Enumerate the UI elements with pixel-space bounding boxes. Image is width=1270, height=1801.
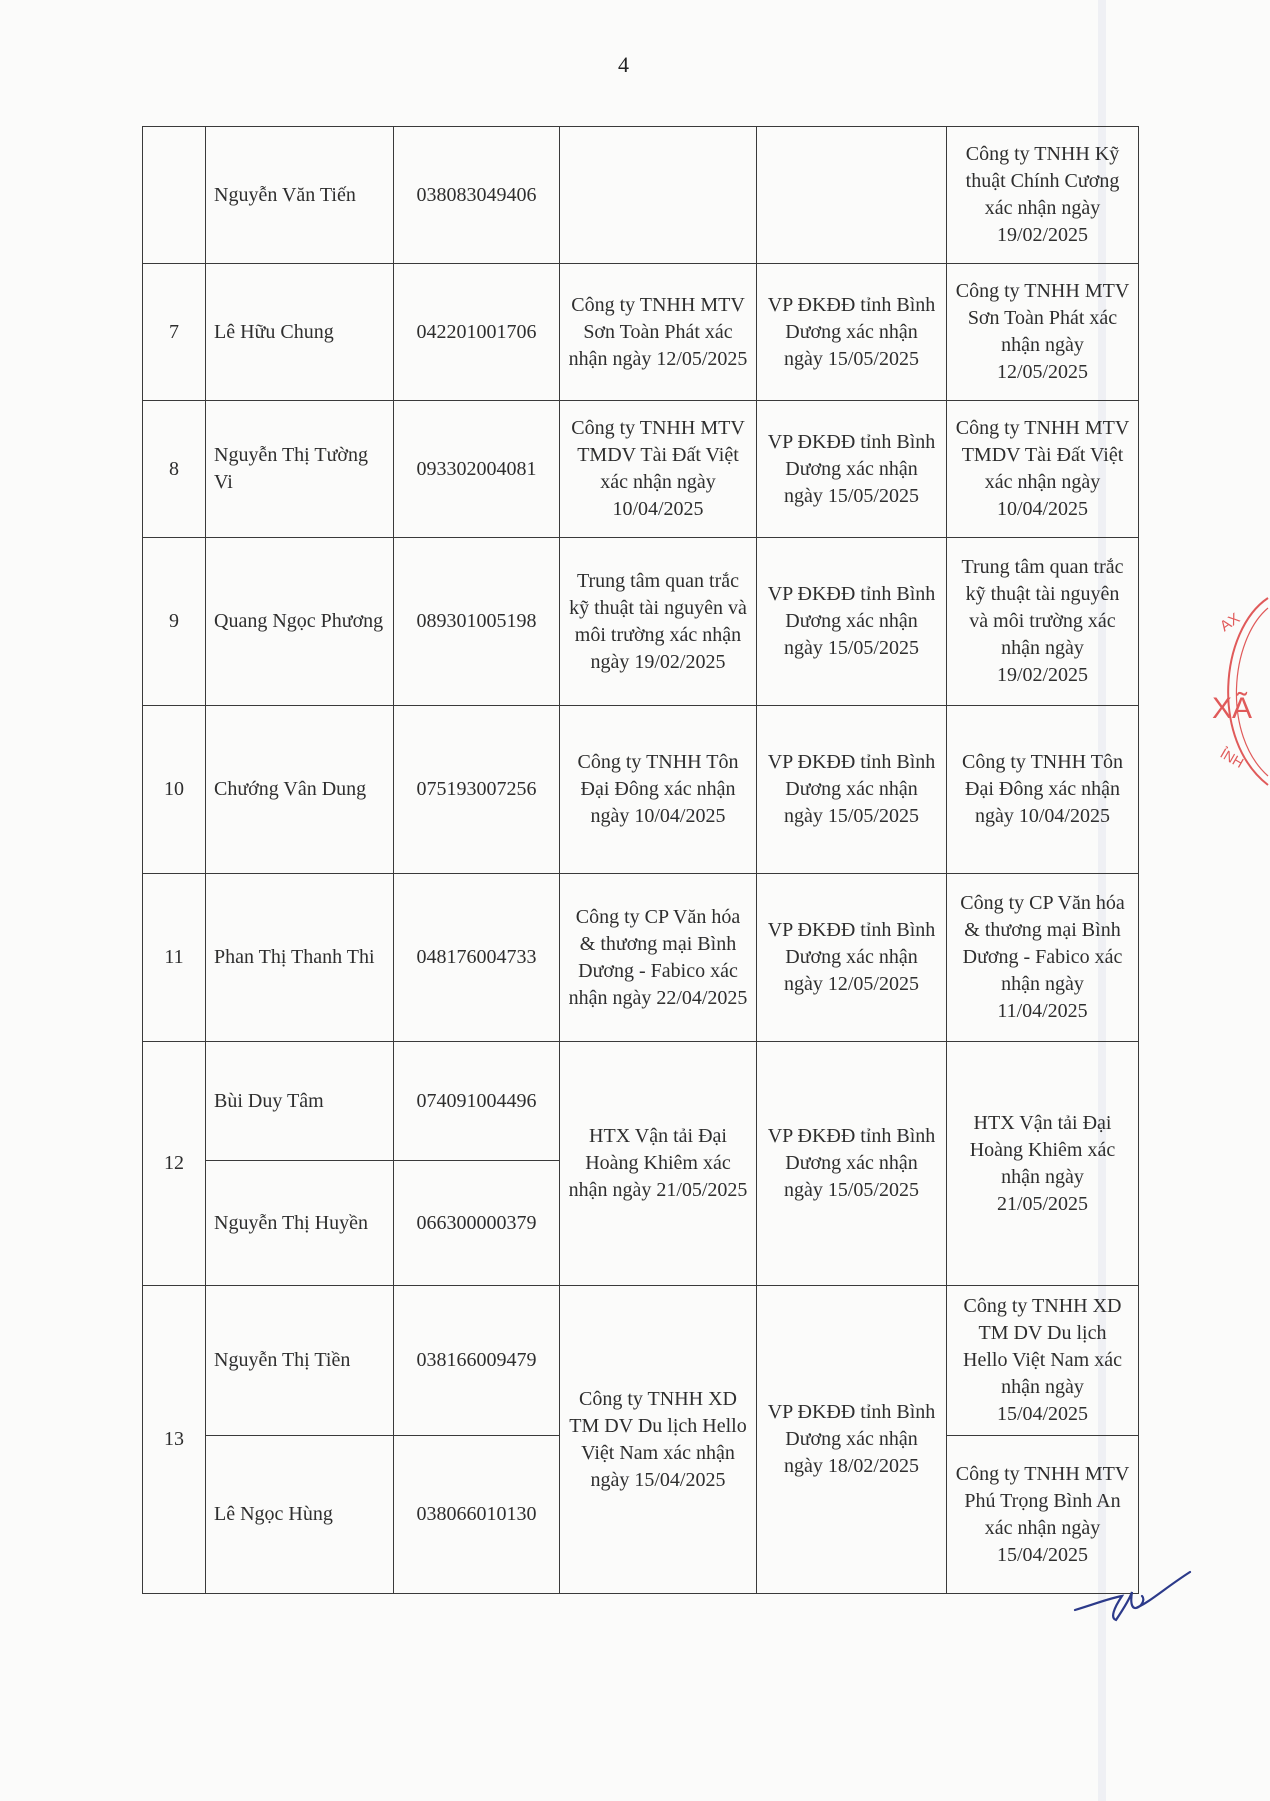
registration-office-confirmation: VP ĐKĐĐ tỉnh Bình Dương xác nhận ngày 15/05/2025 (757, 401, 947, 538)
signature-icon (1070, 1568, 1200, 1638)
person-name: Lê Ngọc Hùng (206, 1436, 394, 1594)
stamp-text-bottom: ỈNH (1217, 745, 1247, 771)
row-number: 7 (143, 264, 206, 401)
registration-office-confirmation: VP ĐKĐĐ tỉnh Bình Dương xác nhận ngày 15/05/2025 (757, 264, 947, 401)
id-number: 066300000379 (394, 1161, 560, 1286)
confirmation-table (142, 126, 1139, 1594)
person-name: Nguyễn Thị Huyền (206, 1161, 394, 1286)
registration-office-confirmation: VP ĐKĐĐ tỉnh Bình Dương xác nhận ngày 12/05/2025 (757, 874, 947, 1042)
row-number: 11 (143, 874, 206, 1042)
table-row (143, 706, 1139, 874)
employer-confirmation: Công ty TNHH MTV Sơn Toàn Phát xác nhận ngày 12/05/2025 (947, 264, 1139, 401)
confirmation-org (560, 127, 757, 264)
employer-confirmation: Công ty TNHH MTV TMDV Tài Đất Việt xác nhận ngày 10/04/2025 (947, 401, 1139, 538)
confirmation-org: Công ty CP Văn hóa & thương mại Bình Dương - Fabico xác nhận ngày 22/04/2025 (560, 874, 757, 1042)
registration-office-confirmation: VP ĐKĐĐ tỉnh Bình Dương xác nhận ngày 18/02/2025 (757, 1286, 947, 1594)
person-name: Nguyễn Thị Tiền (206, 1286, 394, 1436)
confirmation-org: Công ty TNHH MTV TMDV Tài Đất Việt xác nhận ngày 10/04/2025 (560, 401, 757, 538)
confirmation-org: Công ty TNHH Tôn Đại Đông xác nhận ngày 10/04/2025 (560, 706, 757, 874)
table-row (143, 401, 1139, 538)
person-name: Quang Ngọc Phương (206, 538, 394, 706)
employer-confirmation: Công ty TNHH Kỹ thuật Chính Cương xác nhận ngày 19/02/2025 (947, 127, 1139, 264)
stamp-text-top: AX (1216, 609, 1244, 636)
row-number: 8 (143, 401, 206, 538)
registration-office-confirmation: VP ĐKĐĐ tỉnh Bình Dương xác nhận ngày 15/05/2025 (757, 1042, 947, 1286)
employer-confirmation: HTX Vận tải Đại Hoàng Khiêm xác nhận ngày 21/05/2025 (947, 1042, 1139, 1286)
id-number: 038166009479 (394, 1286, 560, 1436)
confirmation-org: Trung tâm quan trắc kỹ thuật tài nguyên và môi trường xác nhận ngày 19/02/2025 (560, 538, 757, 706)
person-name: Phan Thị Thanh Thi (206, 874, 394, 1042)
confirmation-org: Công ty TNHH MTV Sơn Toàn Phát xác nhận ngày 12/05/2025 (560, 264, 757, 401)
stamp-text-main: XÃ (1212, 692, 1253, 725)
page-number: 4 (618, 52, 629, 77)
confirmation-org: HTX Vận tải Đại Hoàng Khiêm xác nhận ngày 21/05/2025 (560, 1042, 757, 1286)
row-number: 13 (143, 1286, 206, 1594)
table-row (143, 127, 1139, 264)
registration-office-confirmation: VP ĐKĐĐ tỉnh Bình Dương xác nhận ngày 15/05/2025 (757, 706, 947, 874)
employer-confirmation: Trung tâm quan trắc kỹ thuật tài nguyên và môi trường xác nhận ngày 19/02/2025 (947, 538, 1139, 706)
person-name: Nguyễn Thị Tường Vi (206, 401, 394, 538)
row-number: 12 (143, 1042, 206, 1286)
person-name: Bùi Duy Tâm (206, 1042, 394, 1161)
id-number: 074091004496 (394, 1042, 560, 1161)
id-number: 089301005198 (394, 538, 560, 706)
red-stamp-fragment (1190, 590, 1270, 790)
registration-office-confirmation: VP ĐKĐĐ tỉnh Bình Dương xác nhận ngày 15/05/2025 (757, 538, 947, 706)
registration-office-confirmation (757, 127, 947, 264)
id-number: 048176004733 (394, 874, 560, 1042)
employer-confirmation: Công ty CP Văn hóa & thương mại Bình Dương - Fabico xác nhận ngày 11/04/2025 (947, 874, 1139, 1042)
id-number: 075193007256 (394, 706, 560, 874)
employer-confirmation: Công ty TNHH XD TM DV Du lịch Hello Việt Nam xác nhận ngày 15/04/2025 (947, 1286, 1139, 1436)
id-number: 093302004081 (394, 401, 560, 538)
confirmation-org: Công ty TNHH XD TM DV Du lịch Hello Việt Nam xác nhận ngày 15/04/2025 (560, 1286, 757, 1594)
table-row (143, 1286, 1139, 1436)
person-name: Nguyễn Văn Tiến (206, 127, 394, 264)
id-number: 038083049406 (394, 127, 560, 264)
table-row (143, 1042, 1139, 1161)
table-row (143, 874, 1139, 1042)
id-number: 042201001706 (394, 264, 560, 401)
row-number: 10 (143, 706, 206, 874)
table-row (143, 538, 1139, 706)
id-number: 038066010130 (394, 1436, 560, 1594)
person-name: Lê Hữu Chung (206, 264, 394, 401)
person-name: Chướng Vân Dung (206, 706, 394, 874)
table-row (143, 264, 1139, 401)
employer-confirmation: Công ty TNHH Tôn Đại Đông xác nhận ngày 10/04/2025 (947, 706, 1139, 874)
row-number: 9 (143, 538, 206, 706)
employer-confirmation: Công ty TNHH MTV Phú Trọng Bình An xác nhận ngày 15/04/2025 (947, 1436, 1139, 1594)
row-number (143, 127, 206, 264)
